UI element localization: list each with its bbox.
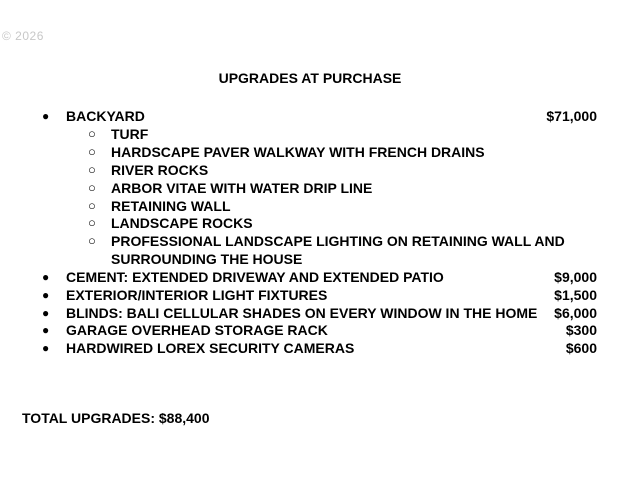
bullet-icon: ● <box>42 341 50 355</box>
hollow-bullet-icon: ○ <box>88 233 96 248</box>
list-item-light-fixtures <box>0 286 640 304</box>
sub-item <box>0 214 640 232</box>
sub-item <box>0 143 640 161</box>
list-item-storage-rack <box>0 321 640 339</box>
sub-item-continuation <box>0 250 640 268</box>
bullet-icon: ● <box>42 270 50 284</box>
bullet-icon: ● <box>42 288 50 302</box>
item-price: $71,000 <box>546 108 597 124</box>
sub-item-label: ARBOR VITAE WITH WATER DRIP LINE <box>111 180 373 196</box>
total-upgrades: TOTAL UPGRADES: $88,400 <box>22 410 210 426</box>
sub-item-label: TURF <box>111 126 149 142</box>
sub-item <box>0 232 640 250</box>
copyright-watermark: © 2026 <box>2 29 44 43</box>
hollow-bullet-icon: ○ <box>88 215 96 230</box>
item-label: HARDWIRED LOREX SECURITY CAMERAS <box>66 340 355 356</box>
sub-item <box>0 179 640 197</box>
sub-item-label: HARDSCAPE PAVER WALKWAY WITH FRENCH DRAINS <box>111 144 485 160</box>
list-item-cement <box>0 268 640 286</box>
bullet-icon: ● <box>42 323 50 337</box>
item-label: EXTERIOR/INTERIOR LIGHT FIXTURES <box>66 287 328 303</box>
hollow-bullet-icon: ○ <box>88 144 96 159</box>
sub-item <box>0 125 640 143</box>
bullet-icon: ● <box>42 109 50 123</box>
bullet-icon: ● <box>42 306 50 320</box>
sub-item-label-continuation: SURROUNDING THE HOUSE <box>111 251 303 267</box>
item-price: $300 <box>565 322 597 338</box>
sub-item-label: PROFESSIONAL LANDSCAPE LIGHTING ON RETAINING WALL AND <box>111 233 565 249</box>
sub-item-label: RETAINING WALL <box>111 198 231 214</box>
sub-item-label: LANDSCAPE ROCKS <box>111 215 253 231</box>
hollow-bullet-icon: ○ <box>88 126 96 141</box>
item-label: BACKYARD <box>66 108 145 124</box>
hollow-bullet-icon: ○ <box>88 198 96 213</box>
sub-item-label: RIVER ROCKS <box>111 162 209 178</box>
item-price: $6,000 <box>554 305 597 321</box>
sub-item <box>0 161 640 179</box>
item-price: $600 <box>565 340 597 356</box>
sub-item <box>0 197 640 215</box>
item-label: CEMENT: EXTENDED DRIVEWAY AND EXTENDED PATIO <box>66 269 444 285</box>
list-item-backyard <box>0 107 640 125</box>
hollow-bullet-icon: ○ <box>88 180 96 195</box>
item-price: $9,000 <box>554 269 597 285</box>
page-title: UPGRADES AT PURCHASE <box>218 70 402 86</box>
item-label: BLINDS: BALI CELLULAR SHADES ON EVERY WINDOW IN THE HOME <box>66 305 538 321</box>
hollow-bullet-icon: ○ <box>88 162 96 177</box>
list-item-blinds <box>0 304 640 322</box>
item-label: GARAGE OVERHEAD STORAGE RACK <box>66 322 328 338</box>
list-item-security-cameras <box>0 339 640 357</box>
item-price: $1,500 <box>554 287 597 303</box>
